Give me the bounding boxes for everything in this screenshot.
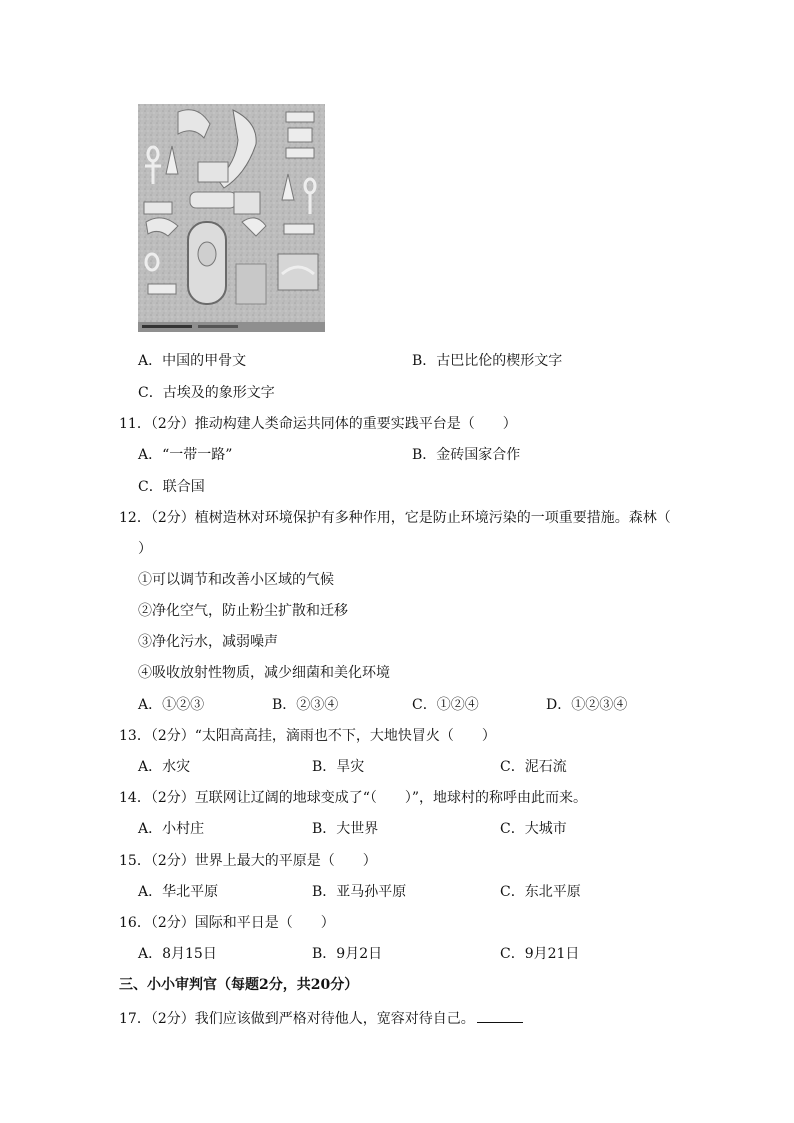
- q12-item-1: ①可以调节和改善小区域的气候: [138, 572, 334, 588]
- q11-option-a[interactable]: A．“一带一路”: [138, 447, 233, 463]
- q12-option-c[interactable]: C．①②④: [412, 697, 479, 713]
- q14-option-a[interactable]: A．小村庄: [138, 821, 205, 837]
- q14-option-b[interactable]: B．大世界: [312, 821, 379, 837]
- q12-option-a[interactable]: A．①②③: [138, 697, 205, 713]
- q15-option-a[interactable]: A．华北平原: [138, 884, 219, 900]
- q16-stem: 16．（2分）国际和平日是（ ）: [119, 915, 335, 931]
- q15-stem: 15．（2分）世界上最大的平原是（ ）: [119, 853, 377, 869]
- q14-option-c[interactable]: C．大城市: [500, 821, 567, 837]
- q12-item-4: ④吸收放射性物质，减少细菌和美化环境: [138, 665, 390, 681]
- q12-option-d[interactable]: D．①②③④: [546, 697, 628, 713]
- q12-stem-cont: ）: [138, 541, 152, 557]
- q17-stem: 17．（2分）我们应该做到严格对待他人，宽容对待自己。: [119, 1011, 475, 1027]
- section-3-heading: 三、小小审判官（每题2分，共20分）: [119, 977, 359, 993]
- q16-option-b[interactable]: B．9月2日: [312, 946, 383, 962]
- q13-option-b[interactable]: B．旱灾: [312, 759, 365, 775]
- q15-option-b[interactable]: B．亚马孙平原: [312, 884, 407, 900]
- q13-option-c[interactable]: C．泥石流: [500, 759, 567, 775]
- q13-option-a[interactable]: A．水灾: [138, 759, 191, 775]
- q16-option-a[interactable]: A．8月15日: [138, 946, 217, 962]
- q12-item-2: ②净化空气，防止粉尘扩散和迁移: [138, 603, 348, 619]
- q15-option-c[interactable]: C．东北平原: [500, 884, 581, 900]
- q13-stem: 13．（2分）“太阳高高挂，滴雨也不下，大地快冒火（ ）: [119, 728, 496, 744]
- q10-option-c[interactable]: C．古埃及的象形文字: [138, 385, 275, 401]
- q11-option-b[interactable]: B．金砖国家合作: [412, 447, 521, 463]
- q10-option-b[interactable]: B．古巴比伦的楔形文字: [412, 353, 563, 369]
- q10-option-a[interactable]: A．中国的甲骨文: [138, 353, 247, 369]
- hieroglyph-relief-image: [138, 104, 325, 332]
- q17-line: [119, 1008, 523, 1028]
- q11-stem: 11．（2分）推动构建人类命运共同体的重要实践平台是（ ）: [119, 416, 517, 432]
- q12-option-b[interactable]: B．②③④: [272, 697, 339, 713]
- q12-item-3: ③净化污水，减弱噪声: [138, 634, 278, 650]
- hieroglyph-stone-relief-icon: [138, 104, 325, 332]
- q16-option-c[interactable]: C．9月21日: [500, 946, 580, 962]
- q11-option-c[interactable]: C．联合国: [138, 479, 205, 495]
- q14-stem: 14．（2分）互联网让辽阔的地球变成了“（ ）”，地球村的称呼由此而来。: [119, 790, 588, 806]
- q12-stem: 12．（2分）植树造林对环境保护有多种作用，它是防止环境污染的一项重要措施。森林（: [119, 510, 671, 526]
- q17-answer-blank[interactable]: [477, 1008, 523, 1023]
